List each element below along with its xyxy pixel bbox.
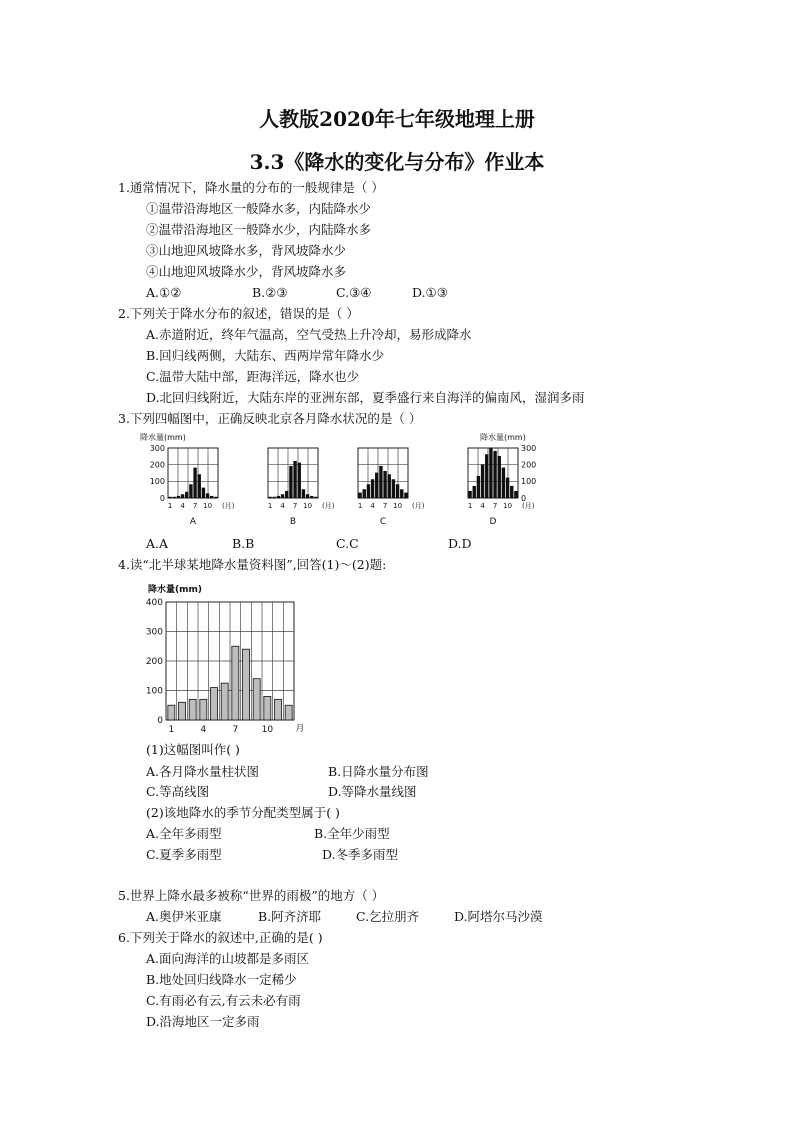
q3-panel-a-bar-month-9 <box>202 488 205 498</box>
q3-panel-a-frame <box>168 448 218 498</box>
q4-chart-ytick: 0 <box>157 716 163 727</box>
q5-choice-a: A.奥伊米亚康 <box>146 909 222 924</box>
q3-panel-a-ytick: 0 <box>159 493 165 503</box>
q6-choice-d: D.沿海地区一定多雨 <box>146 1014 260 1029</box>
q3-panel-a-ytick: 100 <box>149 477 165 487</box>
document-title: 人教版2020年七年级地理上册 <box>259 107 535 131</box>
q3-panel-d-group <box>468 432 536 527</box>
q4-chart-bar-month-11 <box>275 699 282 720</box>
q4-chart-xtick: 4 <box>200 725 207 735</box>
q3-panel-d-bar-month-8 <box>498 456 501 498</box>
q3-panel-b-bar-month-1 <box>269 497 272 498</box>
q5-choice-b: B.阿齐济耶 <box>258 909 322 924</box>
q4-chart-xtick: 10 <box>261 725 274 735</box>
q1-item-2: ②温带沿海地区一般降水少，内陆降水多 <box>146 222 372 237</box>
q1-item-4: ④山地迎风坡降水少，背风坡降水多 <box>146 264 347 279</box>
q4-sub1-choice-d: D.等降水量线图 <box>328 784 417 799</box>
q3-panel-a-label: A <box>189 517 197 527</box>
q2-stem: 2.下列关于降水分布的叙述，错误的是（ ） <box>118 306 359 321</box>
q3-panel-d-xtick: 4 <box>480 502 485 510</box>
q3-panel-a-bar-month-1 <box>169 497 172 498</box>
q4-chart-group <box>146 583 305 735</box>
q4-chart-xtick: 1 <box>168 725 175 735</box>
q4-chart-bar-month-2 <box>179 702 186 720</box>
q4-precipitation-chart <box>140 576 320 736</box>
q3-panel-b-frame <box>268 448 318 498</box>
q6-choice-b: B.地处回归线降水一定稀少 <box>146 972 297 987</box>
q3-panel-c-bar-month-6 <box>380 466 383 498</box>
q3-panel-c-bar-month-3 <box>367 485 370 498</box>
q3-panel-b-bar-month-6 <box>290 466 293 498</box>
q3-mini-charts <box>140 428 560 530</box>
q3-panel-c-bar-month-11 <box>400 490 403 498</box>
q1-choice-b: B.②③ <box>252 285 288 300</box>
q3-panel-a-bar-month-3 <box>177 496 180 498</box>
q4-sub1-choice-c: C.等高线图 <box>146 784 210 799</box>
q5-choice-c: C.乞拉朋齐 <box>356 909 420 924</box>
q3-panel-c-xtick: 1 <box>357 502 363 510</box>
q3-panel-d-ytick: 300 <box>521 443 537 453</box>
q3-panel-d-ytick: 200 <box>521 460 537 470</box>
q1-stem: 1.通常情况下，降水量的分布的一般规律是（ ） <box>118 180 384 195</box>
document-subtitle: 3.3《降水的变化与分布》作业本 <box>249 150 545 174</box>
q6-choice-a: A.面向海洋的山坡都是多雨区 <box>146 951 310 966</box>
q3-panel-d-xtick: 10 <box>503 502 513 510</box>
q3-panel-b-group <box>268 448 335 527</box>
q4-sub2: (2)该地降水的季节分配类型属于( ) <box>146 805 340 820</box>
q6-stem: 6.下列关于降水的叙述中,正确的是( ) <box>118 930 323 945</box>
q3-panel-b-bar-month-3 <box>277 496 280 498</box>
q3-panel-b-xtick: 1 <box>267 502 273 510</box>
q3-panel-d-xtick: 1 <box>467 502 473 510</box>
q3-panel-c-bar-month-9 <box>392 480 395 498</box>
q3-panel-d-label: D <box>489 517 497 527</box>
q1-choice-d: D.①③ <box>412 285 448 300</box>
q3-panel-c-bar-month-5 <box>375 473 378 498</box>
q3-panel-d-bar-month-10 <box>506 478 509 498</box>
q4-chart-ylabel: 降水量(mm) <box>148 585 202 595</box>
q3-panel-a-xtick: 10 <box>203 502 213 510</box>
q4-chart-ytick: 100 <box>145 686 163 697</box>
q3-panel-c-xtick: 10 <box>393 502 403 510</box>
q2-choice-c: C.温带大陆中部，距海洋远，降水也少 <box>146 369 360 384</box>
q4-chart-xunit: 月 <box>295 724 305 734</box>
q3-panel-c-xtick: 4 <box>370 502 375 510</box>
q3-panel-a-bar-month-8 <box>198 475 201 498</box>
q3-panel-d-bar-month-1 <box>469 491 472 498</box>
q5-choice-d: D.阿塔尔马沙漠 <box>454 909 543 924</box>
q3-panel-a-xtick: 7 <box>192 502 198 510</box>
q3-panel-c-bar-month-10 <box>396 485 399 498</box>
q3-panel-d-bar-month-7 <box>494 451 497 498</box>
q4-chart-bar-month-6 <box>221 683 228 720</box>
q3-panel-b-xtick: 7 <box>292 502 298 510</box>
q3-panel-a-bar-month-4 <box>181 495 184 498</box>
q4-sub1: (1)这幅图叫作( ) <box>146 742 240 757</box>
q3-panel-d-bar-month-11 <box>510 486 513 498</box>
q3-panel-d-bar-month-9 <box>502 468 505 498</box>
q4-sub2-choice-c: C.夏季多雨型 <box>146 847 222 862</box>
q3-panel-d-bar-month-4 <box>481 465 484 498</box>
q3-panel-a-bar-month-10 <box>206 494 209 498</box>
q3-panel-b-label: B <box>289 517 297 527</box>
q3-panel-a-group <box>140 432 235 527</box>
q3-choice-c: C.C <box>336 536 359 551</box>
q4-chart-bar-month-10 <box>264 696 271 720</box>
q3-panel-b-bar-month-4 <box>281 495 284 498</box>
q3-panel-b-bar-month-5 <box>285 491 288 498</box>
q3-panel-d-bar-month-2 <box>473 486 476 498</box>
q3-panel-c-xtick: 7 <box>382 502 388 510</box>
q4-chart-xtick: 7 <box>232 725 239 735</box>
q3-panel-c-bar-month-7 <box>384 471 387 498</box>
q4-sub2-choice-a: A.全年多雨型 <box>146 826 222 841</box>
q3-panel-c-bar-month-8 <box>388 475 391 498</box>
q3-panel-a-ylabel: 降水量(mm) <box>140 433 186 442</box>
q3-panel-c-bar-month-1 <box>359 493 362 498</box>
q3-panel-c-group <box>358 448 425 527</box>
q1-item-1: ①温带沿海地区一般降水多，内陆降水少 <box>146 201 372 216</box>
q2-choice-a: A.赤道附近，终年气温高，空气受热上升冷却，易形成降水 <box>146 327 472 342</box>
q4-chart-bar-month-9 <box>253 679 260 720</box>
q3-panel-d-ytick: 100 <box>521 477 537 487</box>
q3-panel-b-bar-month-10 <box>306 495 309 498</box>
q4-chart-ytick: 200 <box>145 657 163 668</box>
q3-panel-a-bar-month-7 <box>194 468 197 498</box>
q5-stem: 5.世界上降水最多被称“世界的雨极”的地方（ ） <box>118 888 385 903</box>
q3-panel-d-bar-month-12 <box>515 491 518 498</box>
q1-choice-a: A.①② <box>146 285 182 300</box>
q3-stem: 3.下列四幅图中，正确反映北京各月降水状况的是（ ） <box>118 411 422 426</box>
q4-chart-bar-month-12 <box>285 705 292 720</box>
q3-choice-d: D.D <box>448 536 472 551</box>
q3-panel-b-bar-month-2 <box>273 497 276 498</box>
q3-panel-a-bar-month-12 <box>215 497 218 498</box>
q3-panel-d-bar-month-3 <box>477 476 480 498</box>
q2-choice-d: D.北回归线附近，大陆东岸的亚洲东部，夏季盛行来自海洋的偏南风，湿润多雨 <box>146 390 585 405</box>
q3-panel-b-xtick: 4 <box>280 502 285 510</box>
q4-chart-ytick: 300 <box>145 627 163 638</box>
q3-panel-a-xunit: (月) <box>222 502 235 510</box>
q3-panel-c-xunit: (月) <box>412 502 425 510</box>
q3-panel-c-bar-month-2 <box>363 490 366 498</box>
q4-chart-ytick: 400 <box>145 598 163 609</box>
q3-panel-b-bar-month-8 <box>298 463 301 498</box>
q3-panel-a-bar-month-11 <box>210 496 213 498</box>
q3-panel-a-xtick: 4 <box>180 502 185 510</box>
q4-chart-bar-month-4 <box>200 699 207 720</box>
q3-panel-a-bar-month-6 <box>190 485 193 498</box>
q3-panel-d-bar-month-5 <box>485 455 488 498</box>
q3-panel-c-label: C <box>379 517 387 527</box>
q6-choice-c: C.有雨必有云,有云未必有雨 <box>146 993 301 1008</box>
q3-panel-b-bar-month-7 <box>294 461 297 498</box>
q3-panel-c-bar-month-12 <box>405 493 408 498</box>
q3-choice-a: A.A <box>146 536 169 551</box>
q3-panel-d-bar-month-6 <box>490 448 493 498</box>
q1-choice-c: C.③④ <box>336 285 372 300</box>
q3-panel-b-bar-month-11 <box>310 496 313 498</box>
q4-chart-bar-month-7 <box>232 646 239 720</box>
q4-stem: 4.读“北半球某地降水量资料图”,回答(1)～(2)题: <box>118 557 387 572</box>
q3-choice-b: B.B <box>232 536 255 551</box>
q4-chart-bar-month-3 <box>189 699 196 720</box>
q3-panel-b-bar-month-9 <box>302 490 305 498</box>
q4-chart-bar-month-8 <box>243 649 250 720</box>
q3-panel-b-bar-month-12 <box>315 497 318 498</box>
q3-panel-a-ytick: 200 <box>149 460 165 470</box>
q3-panel-a-xtick: 1 <box>167 502 173 510</box>
q4-sub2-choice-b: B.全年少雨型 <box>314 826 390 841</box>
q4-sub2-choice-d: D.冬季多雨型 <box>322 847 399 862</box>
q4-chart-bar-month-5 <box>211 688 218 720</box>
q3-panel-c-bar-month-4 <box>371 480 374 498</box>
q3-panel-a-ytick: 300 <box>149 443 165 453</box>
q3-panel-a-bar-month-2 <box>173 497 176 498</box>
q1-item-3: ③山地迎风坡降水多，背风坡降水少 <box>146 243 347 258</box>
q3-panel-b-xunit: (月) <box>322 502 335 510</box>
q4-chart-bar-month-1 <box>168 705 175 720</box>
q3-panel-d-xunit: (月) <box>522 502 535 510</box>
q3-panel-a-bar-month-5 <box>185 492 188 498</box>
q4-sub1-choice-b: B.日降水量分布图 <box>328 764 429 779</box>
q3-panel-d-ytick: 0 <box>521 493 527 503</box>
q4-sub1-choice-a: A.各月降水量柱状图 <box>146 764 260 779</box>
q3-panel-d-xtick: 7 <box>492 502 498 510</box>
q2-choice-b: B.回归线两侧，大陆东、西两岸常年降水少 <box>146 348 385 363</box>
q3-panel-d-ylabel: 降水量(mm) <box>480 433 526 442</box>
q3-panel-b-xtick: 10 <box>303 502 313 510</box>
